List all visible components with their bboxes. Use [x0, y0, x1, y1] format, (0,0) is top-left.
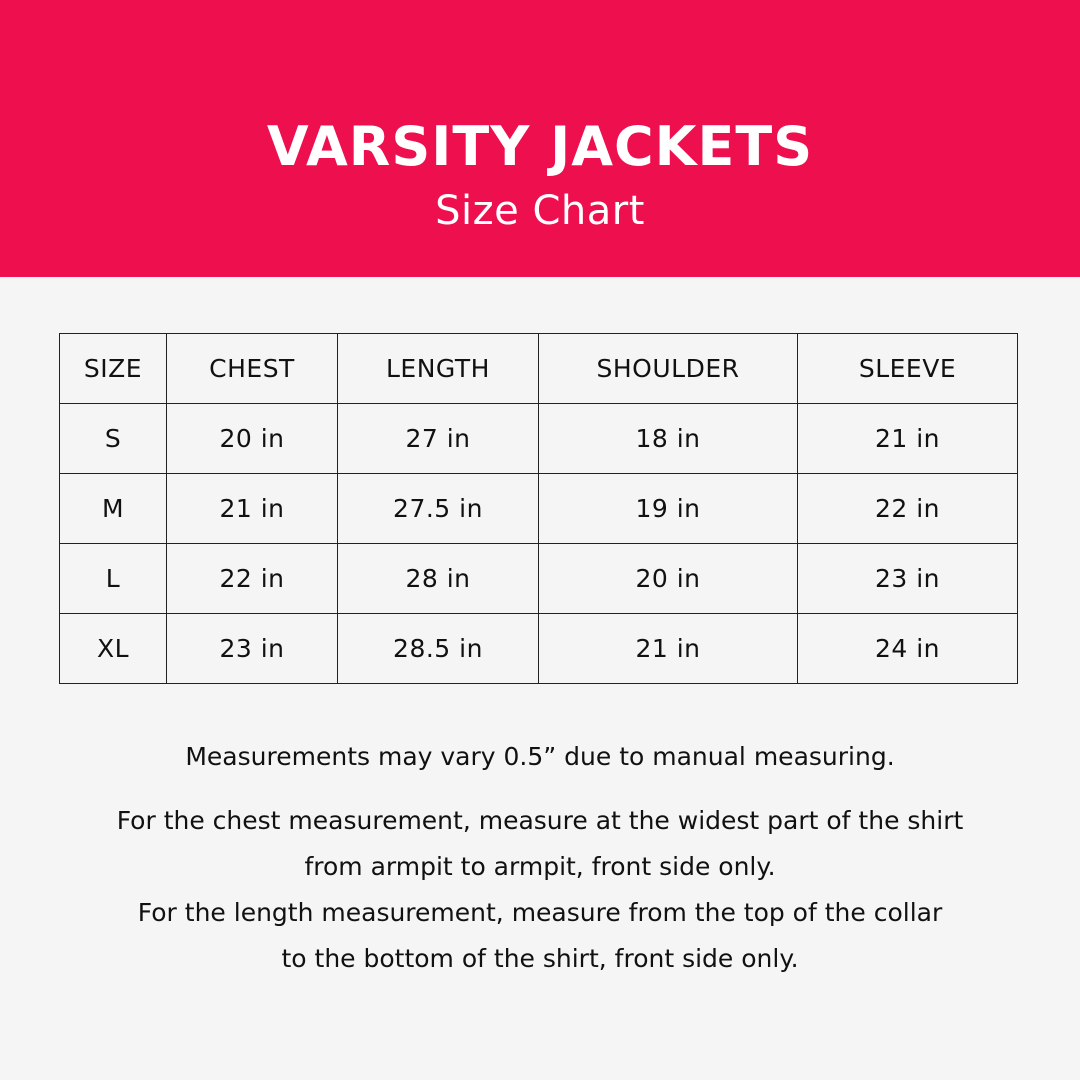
- chest-cell: 20 in: [167, 404, 338, 474]
- length-cell: 27 in: [338, 404, 539, 474]
- chest-note-line-2: from armpit to armpit, front side only.: [304, 852, 776, 881]
- table-row: [60, 474, 1018, 544]
- page-title: VARSITY JACKETS: [266, 115, 814, 178]
- sleeve-cell: 23 in: [798, 544, 1018, 614]
- table-header-row: [60, 334, 1018, 404]
- length-cell: 27.5 in: [338, 474, 539, 544]
- shoulder-cell: 21 in: [539, 614, 798, 684]
- column-header-sleeve: SLEEVE: [798, 334, 1018, 404]
- sleeve-cell: 24 in: [798, 614, 1018, 684]
- chest-cell: 21 in: [167, 474, 338, 544]
- table-row: [60, 544, 1018, 614]
- chest-cell: 22 in: [167, 544, 338, 614]
- sleeve-cell: 21 in: [798, 404, 1018, 474]
- shoulder-cell: 19 in: [539, 474, 798, 544]
- length-cell: 28 in: [338, 544, 539, 614]
- variance-note: Measurements may vary 0.5” due to manual measuring.: [185, 742, 895, 771]
- column-header-length: LENGTH: [338, 334, 539, 404]
- chest-note-line-1: For the chest measurement, measure at the widest part of the shirt: [116, 806, 964, 835]
- size-cell: S: [60, 404, 167, 474]
- size-cell: XL: [60, 614, 167, 684]
- table-row: [60, 614, 1018, 684]
- size-cell: M: [60, 474, 167, 544]
- shoulder-cell: 20 in: [539, 544, 798, 614]
- length-note-line-1: For the length measurement, measure from the top of the collar: [137, 898, 943, 927]
- measurement-notes: [0, 734, 1080, 982]
- length-cell: 28.5 in: [338, 614, 539, 684]
- column-header-shoulder: SHOULDER: [539, 334, 798, 404]
- header-banner: [0, 0, 1080, 277]
- size-chart-table: [59, 333, 1018, 684]
- table-row: [60, 404, 1018, 474]
- shoulder-cell: 18 in: [539, 404, 798, 474]
- sleeve-cell: 22 in: [798, 474, 1018, 544]
- length-note-line-2: to the bottom of the shirt, front side only.: [281, 944, 799, 973]
- column-header-chest: CHEST: [167, 334, 338, 404]
- chest-cell: 23 in: [167, 614, 338, 684]
- column-header-size: SIZE: [60, 334, 167, 404]
- size-cell: L: [60, 544, 167, 614]
- page-subtitle: Size Chart: [435, 188, 645, 234]
